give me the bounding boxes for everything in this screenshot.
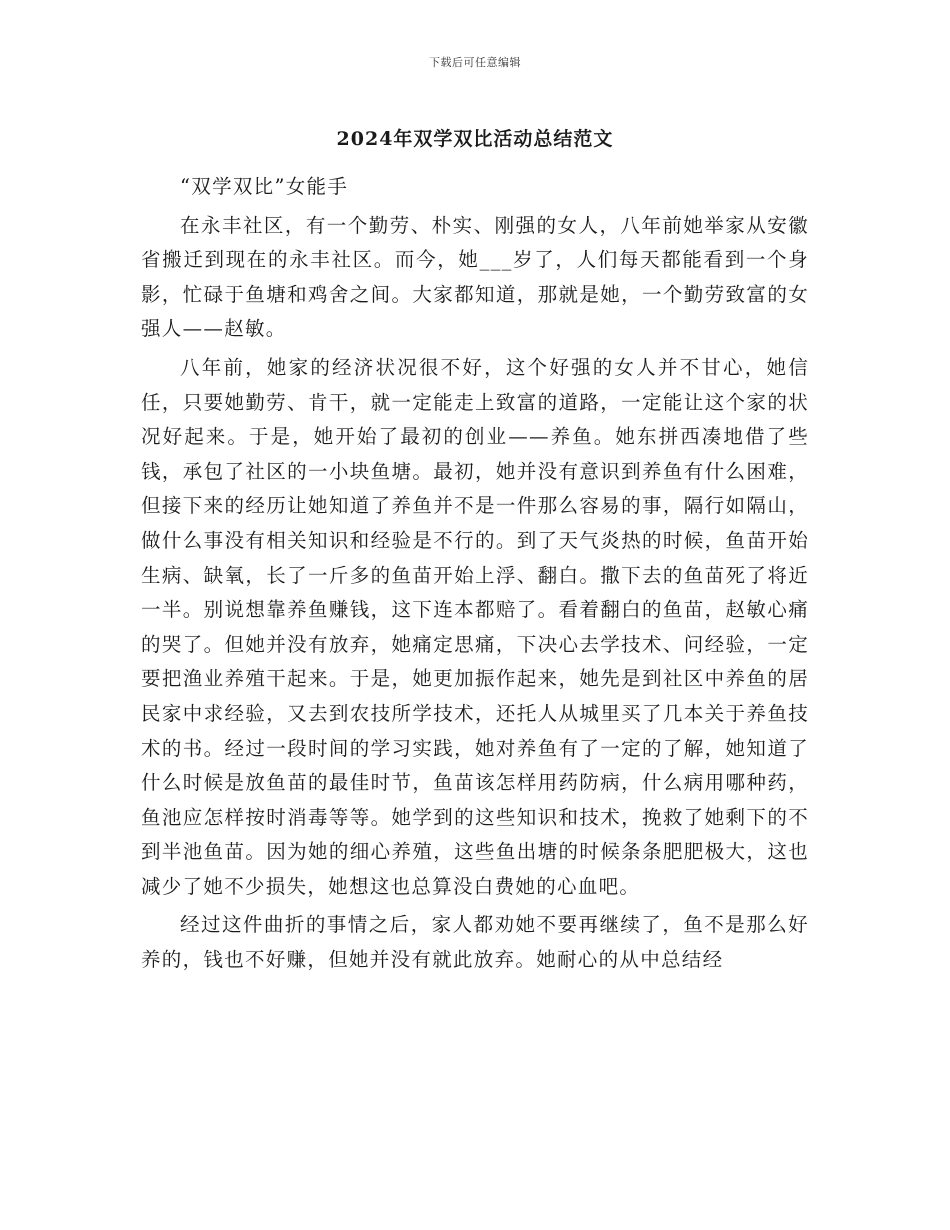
download-note: 下载后可任意编辑 xyxy=(429,56,521,69)
paragraph: 经过这件曲折的事情之后，家人都劝她不要再继续了，鱼不是那么好养的，钱也不好赚，但她并没有就此放弃。她耐心的从中总结经 xyxy=(141,913,809,972)
paragraph: 在永丰社区，有一个勤劳、朴实、刚强的女人，八年前她举家从安徽省搬迁到现在的永丰社区。而今，她___岁了，人们每天都能看到一个身影，忙碌于鱼塘和鸡舍之间。大家都知道，那就是她，一个勤劳致富的女强人——赵敏。 xyxy=(141,213,809,341)
document-title: 2024年双学双比活动总结范文 xyxy=(336,128,614,150)
paragraph: 八年前，她家的经济状况很不好，这个好强的女人并不甘心，她信任，只要她勤劳、肯干，就一定能走上致富的道路，一定能让这个家的状况好起来。于是，她开始了最初的创业——养鱼。她东拼西凑地借了些钱，承包了社区的一小块鱼塘。最初，她并没有意识到养鱼有什么困难，但接下来的经历让她知道了养鱼并不是一件那么容易的事，隔行如隔山，做什么事没有相关知识和经验是不行的。到了天气炎热的时候，鱼苗开始生病、缺氧，长了一斤多的鱼苗开始上浮、翻白。撒下去的鱼苗死了将近一半。别说想靠养鱼赚钱，这下连本都赔了。看着翻白的鱼苗，赵敏心痛的哭了。但她并没有放弃，她痛定思痛，下决心去学技术、问经验，一定要把渔业养殖干起来。于是，她更加振作起来，她先是到社区中养鱼的居民家中求经验，又去到农技所学技术，还托人从城里买了几本关于养鱼技术的书。经过一段时间的学习实践，她对养鱼有了一定的了解，她知道了什么时候是放鱼苗的最佳时节，鱼苗该怎样用药防病，什么病用哪种药，鱼池应怎样按时消毒等等。她学到的这些知识和技术，挽救了她剩下的不到半池鱼苗。因为她的细心养殖，这些鱼出塘的时候条条肥肥极大，这也减少了她不少损失，她想这也总算没白费她的心血吧。 xyxy=(141,355,809,898)
document-body xyxy=(141,170,809,982)
paragraph-subtitle: “双学双比”女能手 xyxy=(180,175,349,198)
